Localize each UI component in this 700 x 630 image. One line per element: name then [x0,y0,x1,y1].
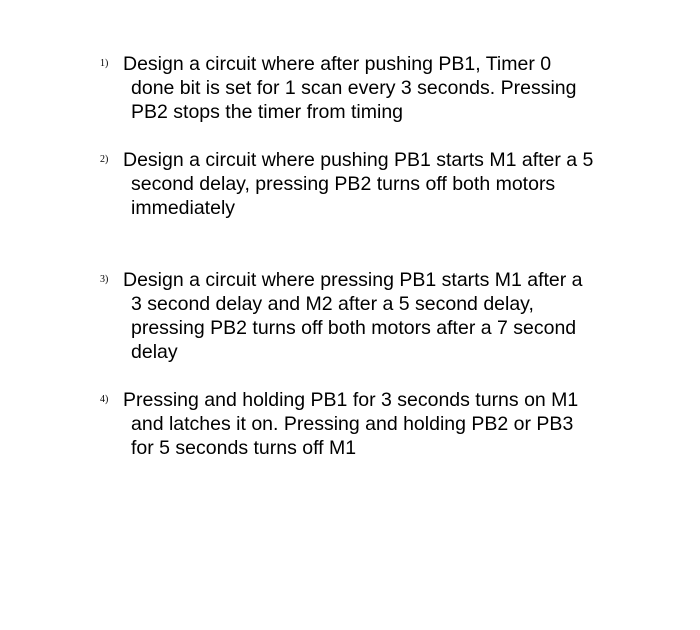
problem-text: Design a circuit where pushing PB1 starts M1 after a 5 second delay, pressing PB2 turns off both motors immediately [123,149,594,219]
problem-text: Design a circuit where pressing PB1 starts M1 after a 3 second delay and M2 after a 5 second delay, pressing PB2 turns off both motors after a 7 second delay [123,269,583,363]
problem-1 [100,52,620,124]
problem-text: Design a circuit where after pushing PB1, Timer 0 done bit is set for 1 scan every 3 seconds. Pressing PB2 stops the timer from timing [123,53,577,123]
problem-2 [100,148,620,220]
problem-3 [100,268,620,364]
problem-4 [100,388,620,460]
problem-number: 2) [100,154,109,165]
problem-number: 4) [100,394,109,405]
problem-number: 1) [100,58,109,69]
problem-text: Pressing and holding PB1 for 3 seconds turns on M1 and latches it on. Pressing and holding PB2 or PB3 for 5 seconds turns off M1 [123,389,579,459]
problem-number: 3) [100,274,109,285]
